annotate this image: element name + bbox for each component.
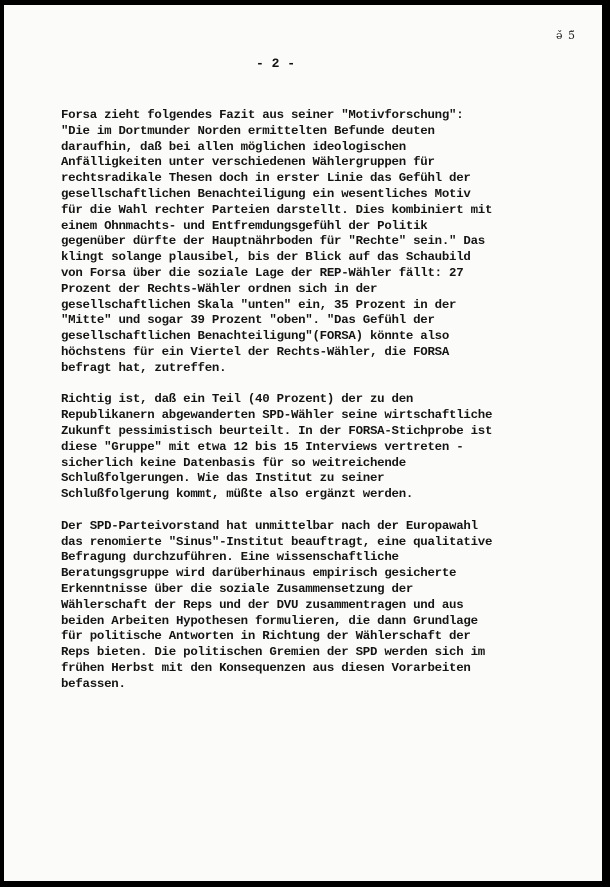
text-line: Richtig ist, daß ein Teil (40 Prozent) der zu den (61, 392, 414, 407)
text-line: gesellschaftlichen Benachteiligung ein wesentliches Motiv (61, 186, 471, 201)
text-line: diese "Gruppe" mit etwa 12 bis 15 Interviews vertreten - (61, 439, 464, 454)
text-line: Befragung durchzuführen. Eine wissenschaftliche (61, 550, 399, 565)
text-line: gegenüber dürfte der Hauptnährboden für "Rechte" sein." Das (61, 234, 485, 249)
text-line: sicherlich keine Datenbasis für so weitreichende (61, 455, 406, 470)
text-line: Schlußfolgerung kommt, müßte also ergänzt werden. (61, 487, 414, 502)
text-line: gesellschaftlichen Benachteiligung"(FORSA) könnte also (61, 329, 450, 344)
text-line: rechtsradikale Thesen doch in erster Linie das Gefühl der (61, 171, 471, 186)
text-line: "Mitte" und sogar 39 Prozent "oben". "Das Gefühl der (61, 313, 435, 328)
text-line: Anfälligkeiten unter verschiedenen Wählergruppen für (61, 155, 435, 170)
text-line: befassen. (61, 676, 126, 691)
text-line: Republikanern abgewanderten SPD-Wähler seine wirtschaftliche (61, 408, 493, 423)
paragraph-spd-parteivorstand (61, 519, 561, 693)
page-number: - 2 - (256, 56, 296, 71)
text-line: klingt solange plausibel, bis der Blick auf das Schaubild (61, 250, 471, 265)
text-line: Erkenntnisse über die soziale Zusammensetzung der (61, 581, 414, 596)
text-line: Prozent der Rechts-Wähler ordnen sich in der (61, 281, 378, 296)
text-line: daraufhin, daß bei allen möglichen ideologischen (61, 139, 406, 154)
text-line: frühen Herbst mit den Konsequenzen aus diesen Vorarbeiten (61, 660, 471, 675)
document-body (61, 108, 561, 708)
text-line: für die Wahl rechter Parteien darstellt. Dies kombiniert mit (61, 202, 493, 217)
text-line: das renomierte "Sinus"-Institut beauftragt, eine qualitative (61, 534, 493, 549)
text-line: für politische Antworten in Richtung der Wählerschaft der (61, 629, 471, 644)
text-line: Schlußfolgerungen. Wie das Institut zu seiner (61, 471, 385, 486)
document-page (4, 5, 602, 881)
text-line: höchstens für ein Viertel der Rechts-Wähler, die FORSA (61, 344, 450, 359)
text-line: beiden Arbeiten Hypothesen formulieren, die dann Grundlage (61, 613, 478, 628)
paragraph-forsa-fazit (61, 108, 561, 377)
text-line: gesellschaftlichen Skala "unten" ein, 35 Prozent in der (61, 297, 457, 312)
text-line: Wählerschaft der Reps und der DVU zusammentragen und aus (61, 597, 464, 612)
text-line: befragt hat, zutreffen. (61, 360, 227, 375)
text-line: einem Ohnmachts- und Entfremdungsgefühl der Politik (61, 218, 428, 233)
text-line: "Die im Dortmunder Norden ermittelten Befunde deuten (61, 123, 435, 138)
text-line: von Forsa über die soziale Lage der REP-Wähler fällt: 27 (61, 265, 464, 280)
text-line: Forsa zieht folgendes Fazit aus seiner "Motivforschung": (61, 108, 464, 122)
text-line: Reps bieten. Die politischen Gremien der SPD werden sich im (61, 645, 485, 660)
corner-mark: ǝ̌ 5̈ (556, 29, 577, 42)
text-line: Der SPD-Parteivorstand hat unmittelbar nach der Europawahl (61, 518, 478, 533)
paragraph-richtig-ist (61, 392, 561, 503)
text-line: Beratungsgruppe wird darüberhinaus empirisch gesicherte (61, 566, 457, 581)
scan-border (602, 0, 610, 887)
text-line: Zukunft pessimistisch beurteilt. In der FORSA-Stichprobe ist (61, 423, 493, 438)
